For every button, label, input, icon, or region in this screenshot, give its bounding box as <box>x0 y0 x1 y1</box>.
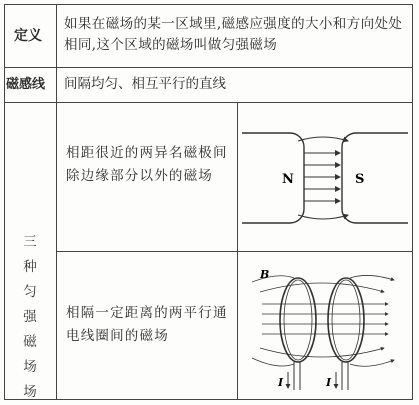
definition-text: 如果在磁场的某一区域里,磁感应强度的大小和方向处处相同,这个区域的磁场叫做匀强磁场 <box>64 16 403 53</box>
field-lines-text: 间隔均匀、相互平行的直线 <box>64 76 226 92</box>
three-uniform-fields-header: 三 种 匀 强 磁 场 场 <box>23 234 37 400</box>
field-lines-header: 磁感线 <box>6 77 46 92</box>
definition-header: 定义 <box>14 28 42 44</box>
magnet-poles-description: 相距很近的两异名磁极间除边缘部分以外的磁场 <box>66 145 228 184</box>
coils-figure <box>238 252 412 399</box>
magnet-poles-figure <box>238 103 412 251</box>
current-label-right: I <box>326 376 332 389</box>
coils-description: 相隔一定距离的两平行通电线圈间的磁场 <box>66 305 228 344</box>
field-B-label: B <box>260 268 270 281</box>
south-pole-label: S <box>355 172 365 187</box>
north-pole-label: N <box>282 172 294 187</box>
current-label-left: I <box>278 376 284 389</box>
uniform-field-table <box>4 4 413 400</box>
